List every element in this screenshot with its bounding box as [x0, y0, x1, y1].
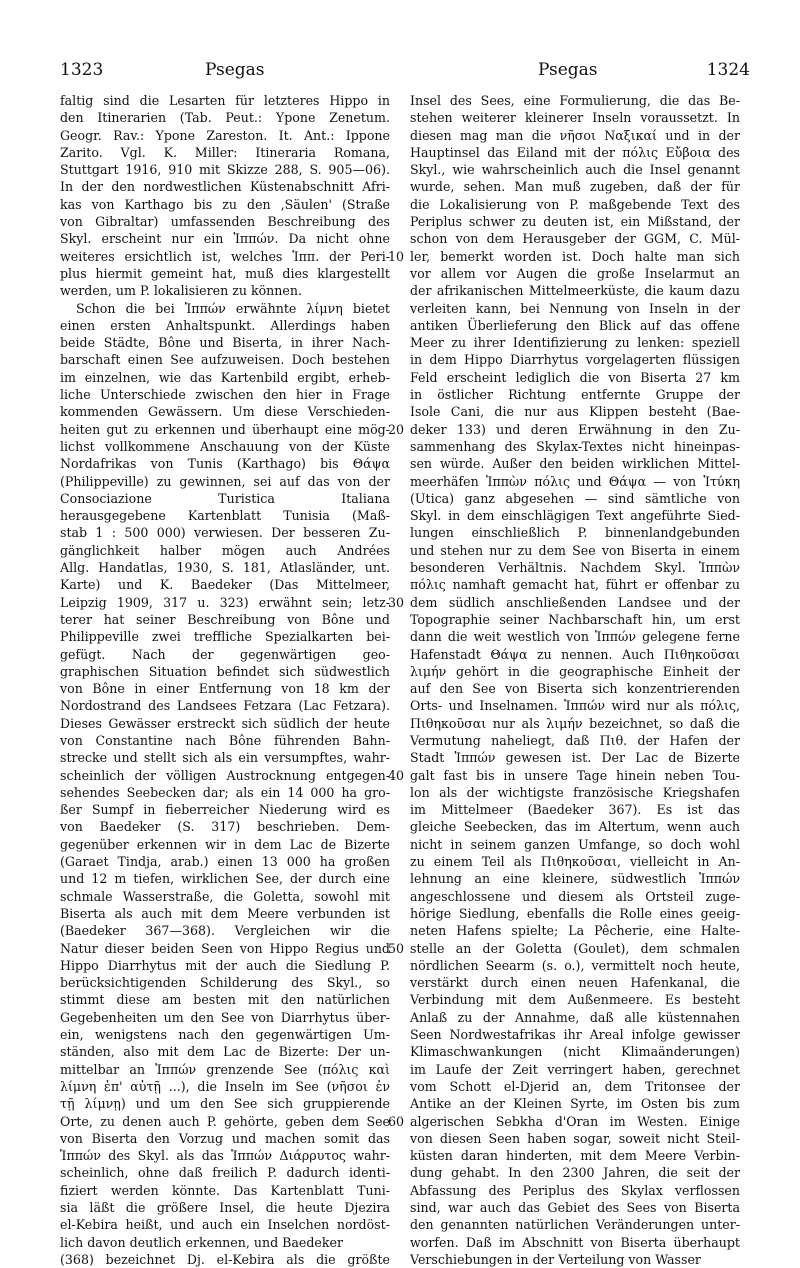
text-line: graphischen Situation befindet sich südwestlich: [60, 663, 390, 679]
text-line: barschaft einen See aufzuweisen. Doch bestehen: [60, 352, 390, 368]
text-line: und stehen nur zu dem See von Biserta in einem: [410, 542, 740, 558]
text-line: Orte, zu denen auch P. gehörte, geben dem See: [60, 1113, 390, 1129]
line-number: 20: [388, 421, 405, 437]
text-line: gleiche Seebecken, das im Altertum, wenn auch: [410, 819, 740, 835]
text-line: mittelbar an Ἱππών grenzende See (πόλις καὶ: [60, 1061, 390, 1077]
text-line: dem südlich anschließenden Landsee und der: [410, 594, 740, 610]
text-line: (Garaet Tindja, arab.) einen 13 000 ha großen: [60, 854, 390, 870]
text-line: ständen, also mit dem Lac de Bizerte: Der un-: [60, 1044, 390, 1060]
text-line: Skyl. erscheint nur ein Ἱππών. Da nicht ohne: [60, 231, 390, 247]
text-line: Seen Nordwestafrikas ihr Areal infolge gewisser: [410, 1027, 740, 1043]
text-line: (Philippeville) zu gewinnen, sei auf das von der: [60, 473, 390, 489]
text-line: von diesen Seen haben sogar, soweit nicht Steil-: [410, 1130, 740, 1146]
text-line: wurde, sehen. Man muß zugeben, daß der für: [410, 179, 740, 195]
text-line: λιμήν gehört in die geographische Einheit der: [410, 663, 740, 679]
text-line: τῇ λίμνῃ) und um den See sich gruppierende: [60, 1096, 390, 1112]
text-line: verleiten kann, bei Nennung von Inseln in der: [410, 300, 740, 316]
text-line: Hafenstadt Θάψα zu nennen. Auch Πιθηκοῦσαι: [410, 646, 740, 662]
text-line: und 12 m tiefen, wirklichen See, der durch eine: [60, 871, 390, 887]
line-number: 50: [388, 940, 405, 956]
text-line: weiteres ersichtlich ist, welches Ἱππ. der Peri-: [60, 248, 390, 264]
text-line: Feld erscheint lediglich die von Biserta 27 km: [410, 369, 740, 385]
text-line: Skyl. in dem einschlägigen Text angeführte Sied-: [410, 508, 740, 524]
text-line: von Constantine nach Bône führenden Bahn-: [60, 732, 390, 748]
text-line: terer hat seiner Beschreibung von Bône und: [60, 611, 390, 627]
left-column-number: 1323: [60, 60, 104, 80]
text-line: Zarito. Vgl. K. Miller: Itineraria Romana,: [60, 144, 390, 160]
line-number: 30: [388, 594, 405, 610]
text-line: beide Städte, Bône und Biserta, in ihrer Nach-: [60, 335, 390, 351]
text-line: dung gehabt. In den 2300 Jahren, die seit der: [410, 1165, 740, 1181]
text-line: worfen. Daß im Abschnitt von Biserta überhaupt: [410, 1234, 740, 1250]
text-line: stehen weiterer kleinerer Inseln voraussetzt. In: [410, 110, 740, 126]
text-line: gefügt. Nach der gegenwärtigen geo-: [60, 646, 390, 662]
text-line: Verschiebungen in der Verteilung von Wasser: [410, 1251, 701, 1267]
text-line: heiten gut zu erkennen und überhaupt eine mög-: [60, 421, 390, 437]
left-text-column: [60, 92, 390, 1268]
text-line: (Utica) ganz abgesehen — sind sämtliche von: [410, 490, 740, 506]
text-line: im Laufe der Zeit verringert haben, gerechnet: [410, 1061, 740, 1077]
text-line: auf den See von Biserta sich konzentrierenden: [410, 681, 740, 697]
text-line: Topographie seiner Nachbarschaft hin, um erst: [410, 611, 740, 627]
text-line: Nordafrikas von Tunis (Karthago) bis Θάψα: [60, 456, 390, 472]
text-line: von Baedeker (S. 317) beschrieben. Dem-: [60, 819, 390, 835]
text-line: verstärkt durch einen neuen Hafenkanal, die: [410, 975, 740, 991]
text-line: kas von Karthago bis zu den ‚Säulen' (Straße: [60, 196, 390, 212]
text-line: In der den nordwestlichen Küstenabschnitt Afri-: [60, 179, 390, 195]
text-line: nördlichen Seearm (s. o.), vermittelt noch heute,: [410, 957, 740, 973]
text-line: die Lokalisierung von P. maßgebende Text des: [410, 196, 740, 212]
text-line: Ἱππών des Skyl. als das Ἱππών Διάρρυτος wahr-: [60, 1148, 390, 1164]
text-line: schmale Wasserstraße, die Goletta, sowohl mit: [60, 888, 390, 904]
text-line: Anlaß zu der Annahme, daß alle küstennahen: [410, 1009, 740, 1025]
text-line: einen ersten Anhaltspunkt. Allerdings haben: [60, 317, 390, 333]
line-number: 40: [388, 767, 405, 783]
text-line: der afrikanischen Mittelmeerküste, die kaum dazu: [410, 283, 740, 299]
text-line: Vermutung naheliegt, daß Πιθ. der Hafen der: [410, 732, 740, 748]
text-line: von Bône in einer Entfernung von 18 km der: [60, 681, 390, 697]
text-line: herausgegebene Kartenblatt Tunisia (Maß-: [60, 508, 390, 524]
text-line: angeschlossene und diesem als Ortsteil zuge-: [410, 888, 740, 904]
text-line: lichst vollkommene Anschauung von der Küste: [60, 438, 390, 454]
text-line: hörige Siedlung, ebenfalls die Rolle eines geeig-: [410, 905, 740, 921]
text-line: Insel des Sees, eine Formulierung, die das Be-: [410, 93, 740, 108]
text-line: Antike an der Kleinen Syrte, im Osten bis zum: [410, 1096, 740, 1112]
text-line: Dieses Gewässer erstreckt sich südlich der heute: [60, 715, 390, 731]
text-line: nicht in seinem ganzen Umfange, so doch wohl: [410, 836, 740, 852]
page-header: [60, 60, 750, 84]
text-line: von Biserta den Vorzug und machen somit das: [60, 1130, 390, 1146]
text-line: Natur dieser beiden Seen von Hippo Regius und: [60, 940, 390, 956]
text-line: zu einem Teil als Πιθηκοῦσαι, vielleicht in An-: [410, 854, 740, 870]
text-line: plus hiermit gemeint hat, muß dies klargestellt: [60, 265, 390, 281]
text-line: ein, wenigstens nach den gegenwärtigen Um-: [60, 1027, 390, 1043]
text-line: Allg. Handatlas, 1930, S. 181, Atlasländer, unt.: [60, 560, 390, 576]
text-line: küsten daran hinderten, mit dem Meere Verbin-: [410, 1148, 740, 1164]
text-line: sen würde. Außer den beiden wirklichen Mittel-: [410, 456, 740, 472]
text-line: Karte) und K. Baedeker (Das Mittelmeer,: [60, 577, 390, 593]
text-line: im einzelnen, wie das Kartenbild ergibt, erheb-: [60, 369, 390, 385]
text-line: diesen mag man die νῆσοι Ναξικαί und in der: [410, 127, 740, 143]
text-line: in dem Hippo Diarrhytus vorgelagerten flüssigen: [410, 352, 740, 368]
right-column-number: 1324: [706, 60, 750, 80]
text-line: vor allem vor Augen die große Inselarmut an: [410, 265, 740, 281]
text-line: Πιθηκοῦσαι nur als λιμήν bezeichnet, so daß die: [410, 715, 740, 731]
text-line: Abfassung des Periplus des Skylax verflossen: [410, 1182, 740, 1198]
text-line: Leipzig 1909, 317 u. 323) erwähnt sein; letz-: [60, 594, 390, 610]
text-line: ler, bemerkt worden ist. Doch halte man sich: [410, 248, 740, 264]
text-line: im Mittelmeer (Baedeker 367). Es ist das: [410, 802, 740, 818]
text-line: galt fast bis in unsere Tage hinein neben Tou-: [410, 767, 740, 783]
text-line: sehendes Seebecken dar; als ein 14 000 ha gro-: [60, 784, 390, 800]
text-line: Meer zu ihrer Identifizierung zu lenken: speziell: [410, 335, 740, 351]
text-line: lungen einschließlich P. binnenlandgebunden: [410, 525, 740, 541]
text-line: Schon die bei Ἱππών erwähnte λίμνη bietet: [76, 300, 390, 316]
text-line: Nordostrand des Landsees Fetzara (Lac Fetzara).: [60, 698, 390, 714]
text-line: Isole Cani, die nur aus Klippen besteht (Bae-: [410, 404, 740, 420]
line-number: 10: [388, 248, 405, 264]
text-line: πόλις namhaft gemacht hat, führt er offenbar zu: [410, 577, 740, 593]
text-line: Verbindung mit dem Außenmeere. Es besteht: [410, 992, 740, 1008]
text-line: scheinlich, ohne daß freilich P. dadurch identi-: [60, 1165, 390, 1181]
text-line: Philippeville zwei treffliche Spezialkarten bei-: [60, 629, 390, 645]
text-line: Periplus schwer zu deuten ist, ein Mißstand, der: [410, 214, 740, 230]
text-line: λίμνη ἐπ' αὐτῇ ...), die Inseln im See (νῆσοι ἐν: [60, 1078, 390, 1094]
text-line: kommenden Gewässern. Um diese Verschieden-: [60, 404, 390, 420]
text-line: lehnung an eine kleinere, südwestlich Ἱππών: [410, 871, 740, 887]
text-line: schon von dem Herausgeber der GGM, C. Mül-: [410, 231, 740, 247]
text-line: Skyl., wie wahrscheinlich auch die Insel genannt: [410, 162, 740, 178]
text-line: liche Unterschiede zwischen den hier in Frage: [60, 387, 390, 403]
text-line: fiziert werden könnte. Das Kartenblatt Tuni-: [60, 1182, 390, 1198]
text-line: Orts- und Inselnamen. Ἱππών wird nur als πόλις,: [410, 698, 740, 714]
text-line: den Itinerarien (Tab. Peut.: Ypone Zenetum.: [60, 110, 390, 126]
text-line: Gegebenheiten um den See von Diarrhytus über-: [60, 1009, 390, 1025]
text-line: werden, um P. lokalisieren zu können.: [60, 283, 302, 299]
text-line: sia läßt die größere Insel, die heute Djezira: [60, 1200, 390, 1215]
text-line: lich davon deutlich erkennen, und Baedeker: [60, 1234, 343, 1250]
text-line: dann die weit westlich von Ἱππών gelegene ferne: [410, 629, 740, 645]
text-line: deker 133) und deren Erwähnung in den Zu-: [410, 421, 740, 437]
text-line: stelle an der Goletta (Goulet), dem schmalen: [410, 940, 740, 956]
text-line: Klimaschwankungen (nicht Klimaänderungen): [410, 1044, 740, 1060]
text-line: berücksichtigenden Schilderung des Skyl., so: [60, 975, 390, 991]
text-line: neten Hafens spielte; La Pêcherie, eine Halte-: [410, 923, 740, 939]
text-line: Geogr. Rav.: Ypone Zareston. It. Ant.: Ippone: [60, 127, 390, 143]
text-line: stab 1 : 500 000) verwiesen. Der besseren Zu-: [60, 525, 390, 541]
text-line: stimmt diese am besten mit den natürlichen: [60, 992, 390, 1008]
text-line: (368) bezeichnet Dj. el-Kebira als die größte: [60, 1251, 390, 1267]
text-line: vom Schott el-Djerid an, dem Tritonsee der: [410, 1078, 740, 1094]
text-line: el-Kebira heißt, und auch ein Inselchen nordöst-: [60, 1217, 390, 1233]
text-line: strecke und stellt sich als ein versumpftes, wahr-: [60, 750, 390, 766]
text-line: meerhäfen Ἱππὼν πόλις und Θάψα — von Ἰτύκη: [410, 473, 740, 489]
text-line: lon als der wichtigste französische Kriegshafen: [410, 784, 740, 800]
right-text-column: [410, 92, 740, 1268]
text-line: Consociazione Turistica Italiana: [60, 490, 390, 506]
left-running-title: Psegas: [205, 60, 265, 80]
text-line: in östlicher Richtung entfernte Gruppe der: [410, 387, 740, 403]
text-line: von Gibraltar) umfassenden Beschreibung des: [60, 214, 390, 230]
text-line: den genannten natürlichen Veränderungen unter-: [410, 1217, 740, 1233]
text-line: antiken Überlieferung den Blick auf das offene: [410, 317, 740, 333]
text-line: Stadt Ἱππών gewesen ist. Der Lac de Bizerte: [410, 750, 740, 766]
text-line: Biserta als auch mit dem Meere verbunden ist: [60, 905, 390, 921]
text-line: ßer Sumpf in fieberreicher Niederung wird es: [60, 802, 390, 818]
text-line: besonderen Verhältnis. Nachdem Skyl. Ἱππὼν: [410, 560, 740, 576]
text-line: Hippo Diarrhytus mit der auch die Siedlung P.: [60, 957, 390, 973]
line-number: 60: [388, 1113, 405, 1129]
text-line: scheinlich der völligen Austrocknung entgegen-: [60, 767, 390, 783]
text-line: sammenhang des Skylax-Textes nicht hineinpas-: [410, 438, 740, 454]
text-line: sind, war auch das Gebiet des Sees von Biserta: [410, 1200, 740, 1215]
text-line: (Baedeker 367—368). Vergleichen wir die: [60, 923, 390, 939]
right-running-title: Psegas: [538, 60, 598, 80]
text-line: Hauptinsel das Eiland mit der πόλις Εὔβοια des: [410, 144, 740, 160]
text-line: faltig sind die Lesarten für letzteres Hippo in: [60, 93, 390, 108]
text-line: algerischen Sebkha d'Oran im Westen. Einige: [410, 1113, 740, 1129]
text-line: gegenüber erkennen wir in dem Lac de Bizerte: [60, 836, 390, 852]
text-line: Stuttgart 1916, 910 mit Skizze 288, S. 905—06).: [60, 162, 390, 178]
text-line: gänglichkeit halber mögen auch Andrées: [60, 542, 390, 558]
